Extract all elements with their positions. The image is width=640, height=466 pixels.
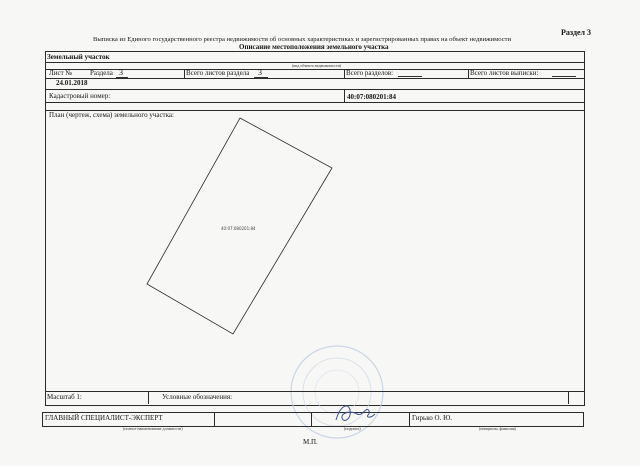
sheets-in-section-value: 3 <box>258 68 262 77</box>
cadastral-number-label: Кадастровый номер: <box>49 92 111 100</box>
scale-label: Масштаб 1: <box>47 393 82 401</box>
initials-hint: (инициалы, фамилия) <box>479 426 516 431</box>
cadastral-number-value: 40:07:080201:84 <box>347 93 396 101</box>
document-subtitle: Описание местоположения земельного участка <box>239 43 389 51</box>
object-type: Земельный участок <box>47 53 110 61</box>
signature-hint: (подпись) <box>344 426 361 431</box>
sheets-total-label: Всего листов выписки: <box>470 69 539 77</box>
object-type-hint: (вид объекта недвижимости) <box>292 63 342 68</box>
position-hint: (полное наименование должности) <box>123 426 183 431</box>
handwritten-signature <box>330 398 385 428</box>
position-title: ГЛАВНЫЙ СПЕЦИАЛИСТ-ЭКСПЕРТ <box>45 414 163 422</box>
signer-name: Гирько О. Ю. <box>412 414 453 422</box>
plan-label: План (чертеж, схема) земельного участка: <box>49 111 174 119</box>
document-date: 24.01.2018 <box>56 79 88 87</box>
parcel-label: 40:07:080201:84 <box>221 226 256 231</box>
section-label: Раздела <box>90 69 113 77</box>
sheets-in-section-label: Всего листов раздела <box>186 69 250 77</box>
seal-placeholder: М.П. <box>303 438 318 446</box>
section-value: 3 <box>119 68 123 77</box>
sections-total-label: Всего разделов: <box>346 69 394 77</box>
section-number: Раздел 3 <box>561 28 592 37</box>
legend-label: Условные обозначения: <box>162 393 233 401</box>
document-title: Выписка из Единого государственного реестра недвижимости об основных характеристиках и зарегистрированных правах на объект недвижимости <box>93 36 512 43</box>
sheet-number-label: Лист № <box>49 69 73 77</box>
